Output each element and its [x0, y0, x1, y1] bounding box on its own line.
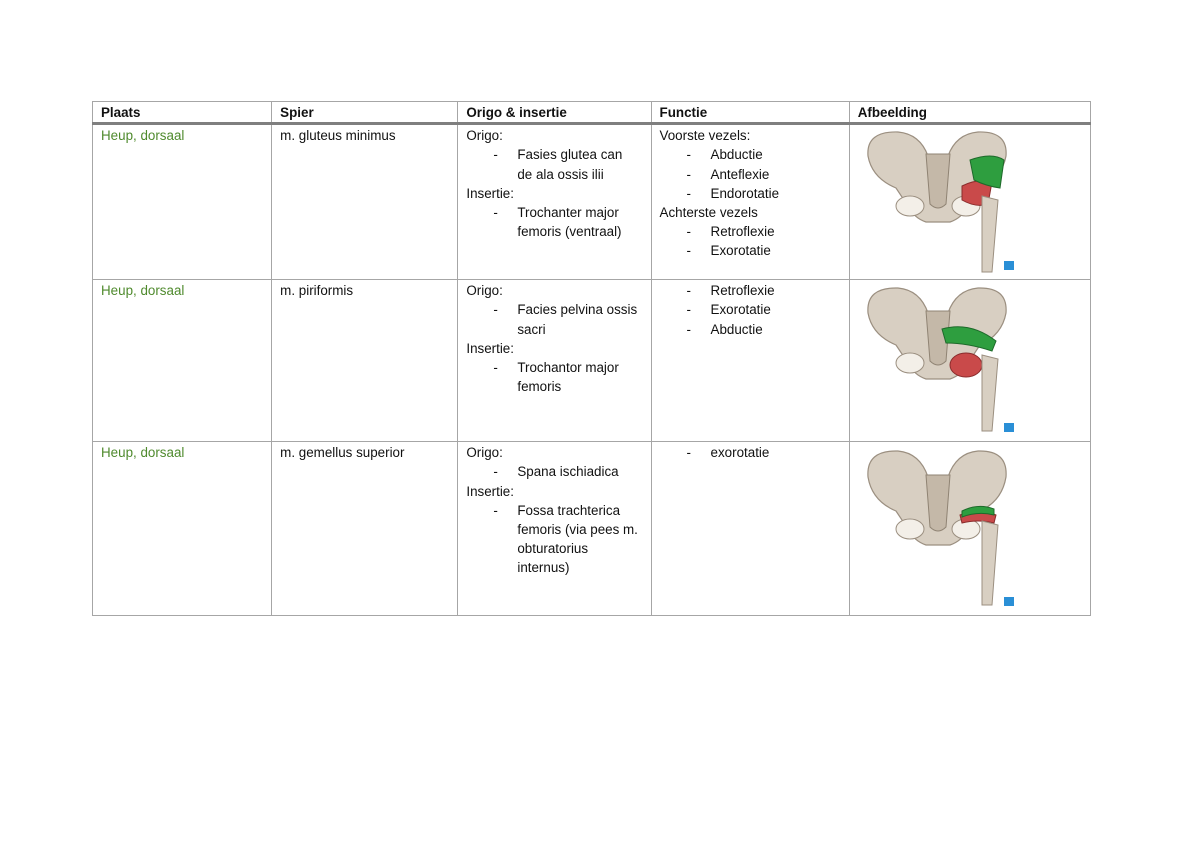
- functie-group-label: Voorste vezels:: [659, 128, 751, 144]
- muscle-table: [92, 101, 1091, 616]
- list-item: - Anteflexie: [660, 165, 841, 184]
- table-row: [93, 280, 1091, 442]
- insertie-label: Insertie:: [466, 340, 514, 356]
- table-row: [93, 442, 1091, 616]
- origo-label: Origo:: [466, 445, 503, 461]
- cell-afbeelding: [849, 442, 1090, 616]
- list-item: - Retroflexie: [660, 281, 841, 300]
- cell-spier: m. piriformis: [272, 280, 458, 442]
- cell-origo-insertie: [458, 280, 651, 442]
- table-header-row: [93, 102, 1091, 124]
- insertie-list: [466, 203, 642, 241]
- functie-group-label: Achterste vezels: [659, 205, 758, 221]
- origo-list: [466, 462, 642, 481]
- insertie-list: [466, 501, 642, 578]
- functie-list: [660, 145, 841, 203]
- pelvis-illustration: [858, 281, 1018, 439]
- list-item: - exorotatie: [660, 443, 841, 462]
- list-item: - Trochantor major femoris: [466, 358, 642, 396]
- list-item: - Facies pelvina ossis sacri: [466, 300, 642, 338]
- functie-list: [660, 222, 841, 260]
- cell-plaats: Heup, dorsaal: [93, 442, 272, 616]
- cell-functie: [651, 442, 849, 616]
- origo-list: [466, 300, 642, 338]
- pelvis-illustration: [858, 126, 1018, 276]
- cell-plaats: Heup, dorsaal: [93, 280, 272, 442]
- pelvis-anatomy-gluteus-minimus-icon: [858, 126, 1018, 276]
- list-item: - Spana ischiadica: [466, 462, 642, 481]
- list-item: - Exorotatie: [660, 241, 841, 260]
- cell-origo-insertie: [458, 124, 651, 280]
- functie-list: [660, 281, 841, 339]
- pelvis-illustration: [858, 443, 1018, 613]
- header-origo-insertie: Origo & insertie: [458, 102, 651, 124]
- table-row: [93, 124, 1091, 280]
- origo-list: [466, 145, 642, 183]
- origo-label: Origo:: [466, 128, 503, 144]
- insertie-label: Insertie:: [466, 185, 514, 201]
- origo-label: Origo:: [466, 283, 503, 299]
- cell-functie: [651, 280, 849, 442]
- insertie-label: Insertie:: [466, 483, 514, 499]
- cell-afbeelding: [849, 124, 1090, 280]
- cell-origo-insertie: [458, 442, 651, 616]
- list-item: - Fossa trachterica femoris (via pees m. obturatorius internus): [466, 501, 642, 578]
- list-item: - Abductie: [660, 320, 841, 339]
- header-plaats: Plaats: [93, 102, 272, 124]
- list-item: - Abductie: [660, 145, 841, 164]
- pelvis-anatomy-piriformis-icon: [858, 281, 1018, 431]
- list-item: - Endorotatie: [660, 184, 841, 203]
- cell-spier: m. gemellus superior: [272, 442, 458, 616]
- cell-spier: m. gluteus minimus: [272, 124, 458, 280]
- header-spier: Spier: [272, 102, 458, 124]
- cell-afbeelding: [849, 280, 1090, 442]
- header-functie: Functie: [651, 102, 849, 124]
- list-item: - Retroflexie: [660, 222, 841, 241]
- cell-functie: [651, 124, 849, 280]
- list-item: - Exorotatie: [660, 300, 841, 319]
- functie-list: [660, 443, 841, 462]
- list-item: - Trochanter major femoris (ventraal): [466, 203, 642, 241]
- pelvis-anatomy-gemellus-superior-icon: [858, 443, 1018, 593]
- cell-plaats: Heup, dorsaal: [93, 124, 272, 280]
- list-item: - Fasies glutea can de ala ossis ilii: [466, 145, 642, 183]
- header-afbeelding: Afbeelding: [849, 102, 1090, 124]
- insertie-list: [466, 358, 642, 396]
